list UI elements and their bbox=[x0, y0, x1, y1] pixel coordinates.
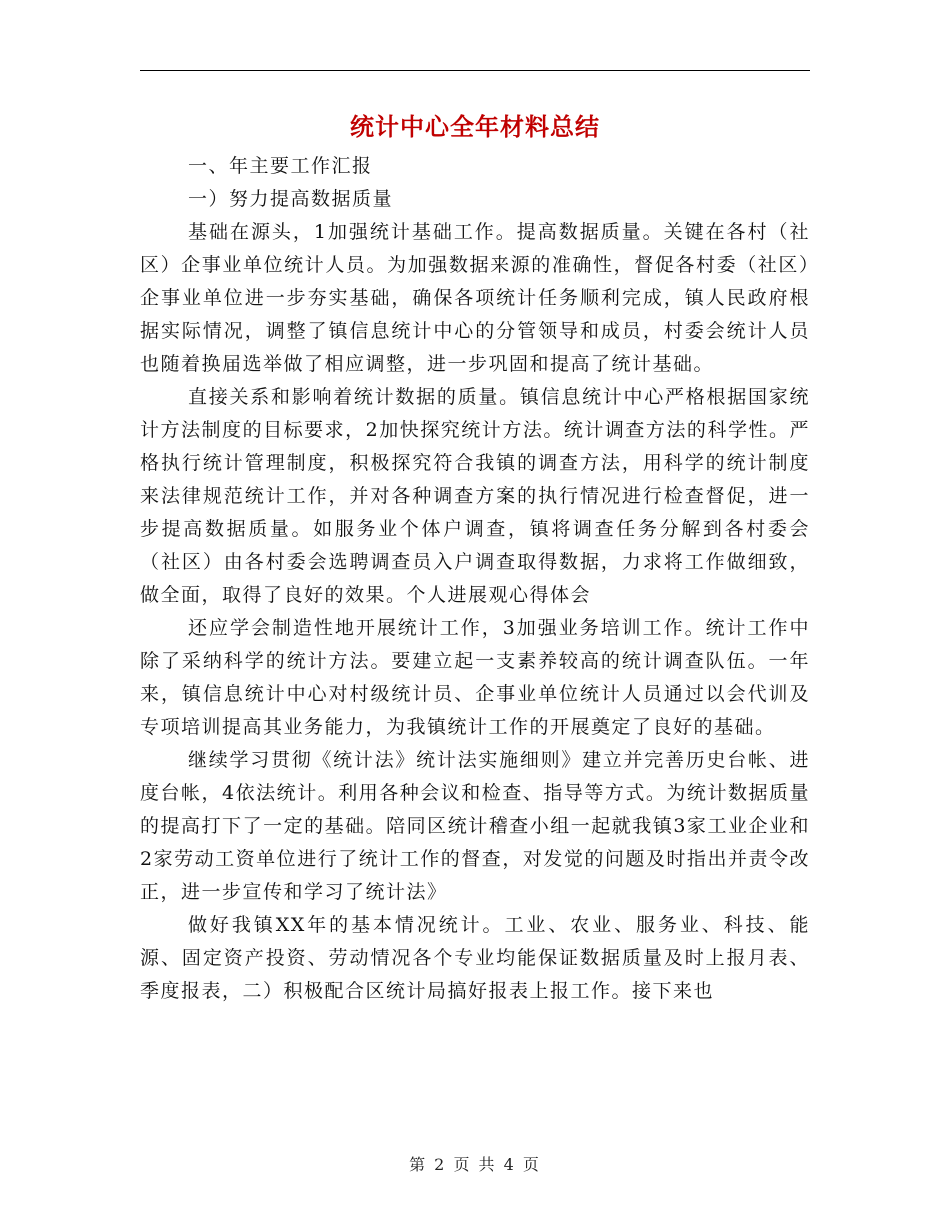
page-number: 第 2 页 共 4 页 bbox=[409, 1155, 541, 1174]
subsection-heading: 一）努力提高数据质量 bbox=[188, 188, 394, 210]
header-rule bbox=[140, 70, 810, 71]
document-title: 统计中心全年材料总结 bbox=[350, 112, 600, 141]
document-body bbox=[140, 150, 810, 1008]
body-paragraph: 还应学会制造性地开展统计工作，3加强业务培训工作。统计工作中除了采纳科学的统计方法。要建立起一支素养较高的统计调查队伍。一年来，镇信息统计中心对村级统计员、企事业单位统计人员通过以会代训及专项培训提高其业务能力，为我镇统计工作的开展奠定了良好的基础。 bbox=[140, 617, 810, 738]
body-paragraph: 基础在源头，1加强统计基础工作。提高数据质量。关键在各村（社区）企事业单位统计人员。为加强数据来源的准确性，督促各村委（社区）企事业单位进一步夯实基础，确保各项统计任务顺利完成，镇人民政府根据实际情况，调整了镇信息统计中心的分管领导和成员，村委会统计人员也随着换届选举做了相应调整，进一步巩固和提高了统计基础。 bbox=[140, 221, 810, 375]
body-paragraph: 继续学习贯彻《统计法》统计法实施细则》建立并完善历史台帐、进度台帐，4依法统计。利用各种会议和检查、指导等方式。为统计数据质量的提高打下了一定的基础。陪同区统计稽查小组一起就我镇3家工业企业和2家劳动工资单位进行了统计工作的督查，对发觉的问题及时指出并责令改正，进一步宣传和学习了统计法》 bbox=[140, 749, 810, 903]
section-heading: 一、年主要工作汇报 bbox=[188, 155, 373, 177]
body-paragraph: 直接关系和影响着统计数据的质量。镇信息统计中心严格根据国家统计方法制度的目标要求，2加快探究统计方法。统计调查方法的科学性。严格执行统计管理制度，积极探究符合我镇的调查方法，用科学的统计制度来法律规范统计工作，并对各种调查方案的执行情况进行检查督促，进一步提高数据质量。如服务业个体户调查，镇将调查任务分解到各村委会（社区）由各村委会选聘调查员入户调查取得数据，力求将工作做细致，做全面，取得了良好的效果。个人进展观心得体会 bbox=[140, 386, 810, 606]
body-paragraph: 做好我镇XX年的基本情况统计。工业、农业、服务业、科技、能源、固定资产投资、劳动情况各个专业均能保证数据质量及时上报月表、季度报表，二）积极配合区统计局搞好报表上报工作。接下来也 bbox=[140, 914, 810, 1002]
